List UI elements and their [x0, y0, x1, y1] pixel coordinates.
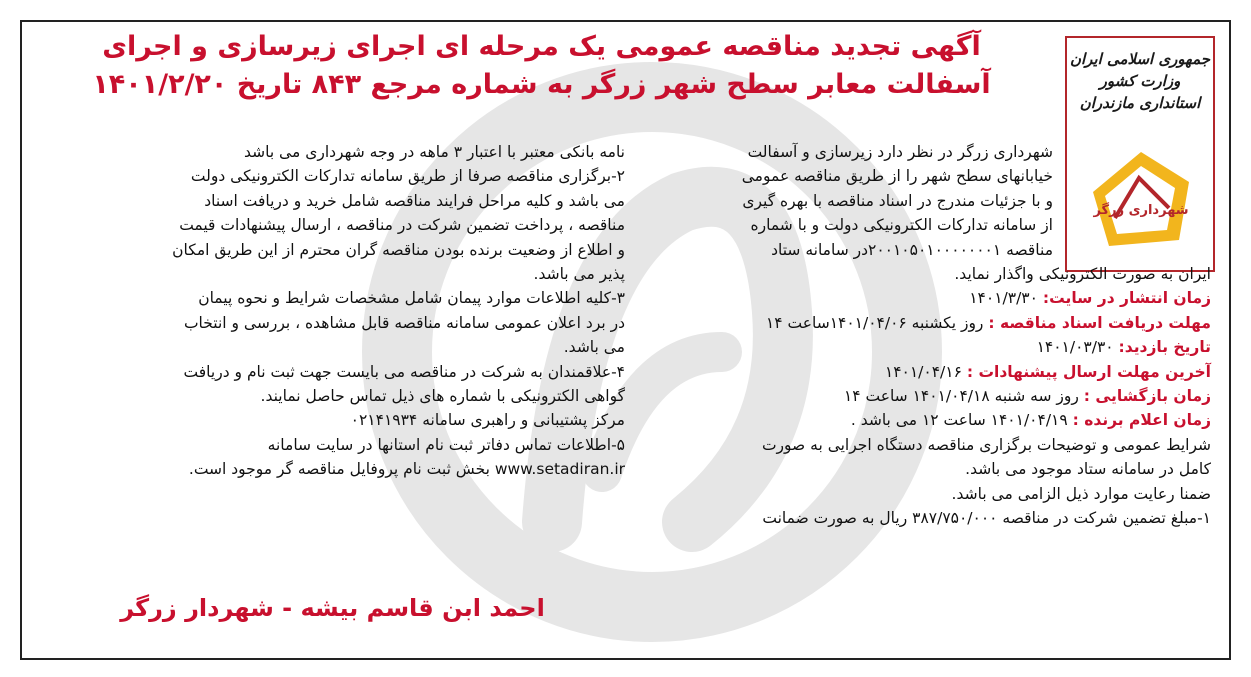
site-tail: بخش ثبت نام پروفایل مناقصه گر موجود است.	[188, 460, 495, 479]
schedule-item	[626, 408, 1211, 432]
left-column	[40, 140, 625, 482]
schedule-item	[626, 335, 1211, 359]
body-line: ۳-کلیه اطلاعات موارد پیمان شامل مشخصات شرایط و نحوه پیمان	[198, 289, 625, 308]
conditions-line: ضمنا رعایت موارد ذیل الزامی می باشد.	[951, 484, 1211, 503]
body-line: مرکز پشتیبانی و راهبری سامانه ۰۲۱۴۱۹۳۴	[350, 411, 625, 430]
advertisement-frame	[20, 20, 1231, 660]
intro-line: و با جزئیات مندرج در اسناد مناقصه با بهره گیری	[742, 191, 1053, 210]
logo-line-1: جمهوری اسلامی ایران	[1069, 50, 1211, 68]
intro-line: از سامانه تدارکات الکترونیکی دولت و با شماره	[750, 216, 1053, 235]
schedule-item	[626, 311, 1211, 335]
logo-line-2: وزارت کشور	[1099, 72, 1181, 90]
intro-line: خیابانهای سطح شهر را از طریق مناقصه عمومی	[741, 167, 1053, 186]
body-line: گواهی الکترونیکی با شماره های ذیل تماس حاصل نمایند.	[260, 387, 625, 406]
schedule-value: ۱۴۰۱/۰۳/۳۰	[1036, 338, 1119, 357]
schedule-label: زمان اعلام برنده :	[1072, 411, 1211, 430]
body-line: پذیر می باشد.	[533, 265, 625, 284]
schedule-item	[626, 360, 1211, 384]
headline-line-2: آسفالت معابر سطح شهر زرگر به شماره مرجع ۸۴۳ تاریخ ۱۴۰۱/۲/۲۰	[92, 69, 991, 100]
site-line	[40, 457, 625, 481]
body-line: در برد اعلان عمومی سامانه مناقصه قابل مشاهده ، بررسی و انتخاب	[183, 313, 625, 332]
headline-line-1: آگهی تجدید مناقصه عمومی یک مرحله ای اجرای زیرسازی و اجرای	[102, 31, 981, 62]
body-line: ۵-اطلاعات تماس دفاتر ثبت نام استانها در سایت سامانه	[267, 435, 625, 454]
right-column	[626, 140, 1211, 531]
schedule-label: آخرین مهلت ارسال پیشنهادات :	[966, 362, 1211, 381]
schedule-label: زمان انتشار در سایت:	[1042, 289, 1211, 308]
body-line: ۲-برگزاری مناقصه صرفا از طریق سامانه تدارکات الکترونیکی دولت	[190, 167, 625, 186]
schedule-value: روز سه شنبه ۱۴۰۱/۰۴/۱۸ ساعت ۱۴	[843, 387, 1084, 406]
site-url-link[interactable]: www.setadiran.ir	[494, 460, 625, 479]
body-line: مناقصه ، پرداخت تضمین شرکت در مناقصه ، ارسال پیشنهادات قیمت	[179, 216, 625, 235]
conditions-line: کامل در سامانه ستاد موجود می باشد.	[965, 460, 1211, 479]
headline	[32, 28, 1051, 104]
schedule-label: مهلت دریافت اسناد مناقصه :	[988, 313, 1211, 332]
conditions-line: شرایط عمومی و توضیحات برگزاری مناقصه دستگاه اجرایی به صورت	[761, 435, 1211, 454]
intro-block	[626, 140, 1053, 262]
schedule-value: ۱۴۰۱/۳/۳۰	[969, 289, 1043, 308]
schedule-value: ۱۴۰۱/۰۴/۱۹ ساعت ۱۲ می باشد .	[850, 411, 1073, 430]
emblem-label: شهرداری زرگر	[1093, 203, 1189, 218]
conditions-line: ۱-مبلغ تضمین شرکت در مناقصه ۳۸۷/۷۵۰/۰۰۰ ریال به صورت ضمانت	[762, 509, 1211, 528]
intro-line: مناقصه ۲۰۰۱۰۵۰۱۰۰۰۰۰۰۰۱در سامانه ستاد	[771, 240, 1053, 259]
schedule-value: روز یکشنبه ۱۴۰۱/۰۴/۰۶ساعت ۱۴	[765, 313, 989, 332]
body-line: می باشد و کلیه مراحل فرایند مناقصه شامل خرید و دریافت اسناد	[204, 191, 625, 210]
intro-tail: ایران به صورت الکترونیکی واگذار نماید.	[954, 265, 1211, 284]
schedule-value: ۱۴۰۱/۰۴/۱۶	[884, 362, 967, 381]
logo-line-3: استانداری مازندران	[1079, 94, 1201, 112]
schedule-item	[626, 384, 1211, 408]
schedule-item	[626, 286, 1211, 310]
signature: احمد ابن قاسم بیشه - شهردار زرگر	[120, 594, 545, 622]
schedule-label: زمان بازگشایی :	[1083, 387, 1211, 406]
schedule-label: تاریخ بازدید:	[1118, 338, 1211, 357]
body-line: و اطلاع از وضعیت برنده بودن مناقصه گران محترم از این طریق امکان	[172, 240, 625, 259]
intro-line: شهرداری زرگر در نظر دارد زیرسازی و آسفالت	[747, 143, 1053, 161]
body-line: می باشد.	[563, 338, 625, 357]
body-line: ۴-علاقمندان به شرکت در مناقصه می بایست جهت ثبت نام و دریافت	[183, 362, 625, 381]
body-line: نامه بانکی معتبر با اعتبار ۳ ماهه در وجه شهرداری می باشد	[243, 143, 625, 161]
